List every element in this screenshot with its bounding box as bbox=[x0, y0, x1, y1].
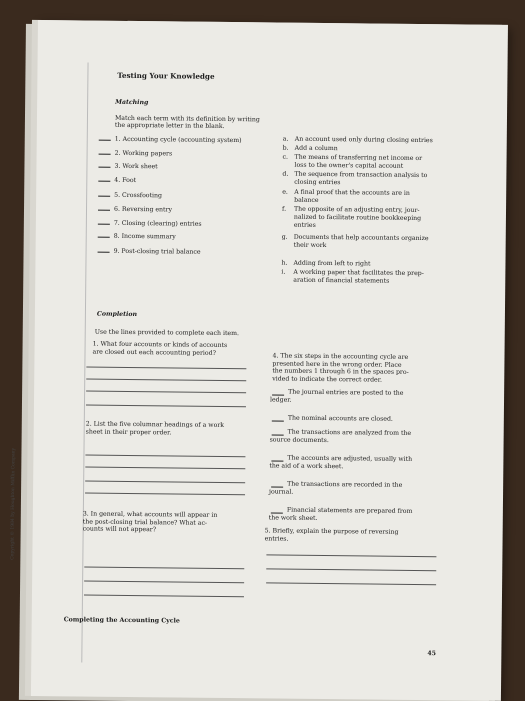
answer-blank[interactable] bbox=[98, 181, 110, 182]
definition-text: A final proof that the accounts are in bbox=[294, 188, 410, 197]
answer-line[interactable] bbox=[84, 567, 244, 570]
matching-term-row bbox=[98, 192, 162, 200]
answer-line[interactable] bbox=[85, 467, 245, 470]
matching-term-row bbox=[98, 233, 176, 241]
matching-term-row bbox=[99, 150, 173, 158]
step-order-blank[interactable] bbox=[272, 394, 284, 395]
step-text: journal. bbox=[269, 488, 294, 496]
answer-line[interactable] bbox=[86, 367, 246, 370]
copyright-side-text: Copyright © 1984 by Houghton Mifflin Company bbox=[10, 447, 17, 560]
definition-text: The opposite of an adjusting entry, jour- bbox=[293, 205, 420, 215]
question-text: 1. What four accounts or kinds of accounts bbox=[92, 340, 228, 349]
definition-letter: d. bbox=[282, 170, 289, 178]
step-order-blank[interactable] bbox=[272, 420, 284, 421]
definition-text: An account used only during closing entries bbox=[294, 135, 433, 145]
matching-term-row bbox=[98, 206, 172, 214]
definition-text: closing entries bbox=[294, 178, 341, 186]
answer-blank[interactable] bbox=[99, 140, 111, 141]
definition-text: nalized to facilitate routine bookkeeping bbox=[293, 213, 422, 222]
answer-lines bbox=[38, 20, 508, 25]
definition-letter: f. bbox=[281, 205, 287, 213]
step-text: The transactions are recorded in the bbox=[271, 480, 402, 489]
question-text: 5. Briefly, explain the purpose of reversing bbox=[264, 527, 399, 536]
question-text: entries. bbox=[264, 534, 289, 543]
matching-term-label: 4. Foot bbox=[114, 176, 137, 185]
step-text: Financial statements are prepared from bbox=[271, 506, 413, 515]
answer-line[interactable] bbox=[85, 455, 245, 458]
question-text: counts will not appear? bbox=[82, 525, 157, 534]
footer-title: Completing the Accounting Cycle bbox=[63, 616, 180, 625]
answer-line[interactable] bbox=[85, 481, 245, 484]
answer-line[interactable] bbox=[266, 554, 436, 557]
definition-text: aration of financial statements bbox=[293, 276, 390, 285]
answer-line[interactable] bbox=[266, 568, 436, 571]
matching-instruction-2: the appropriate letter in the blank. bbox=[114, 121, 225, 130]
matching-term-row bbox=[99, 136, 242, 145]
definition-letter: i. bbox=[281, 268, 286, 276]
answer-blank[interactable] bbox=[98, 167, 110, 168]
step-order-blank[interactable] bbox=[271, 512, 283, 513]
definition-text: their work bbox=[293, 241, 327, 249]
definition-text: Add a column bbox=[294, 144, 338, 153]
answer-blank[interactable] bbox=[98, 252, 110, 253]
definition-text: Documents that help accountants organize bbox=[293, 233, 429, 243]
page-heading: Testing Your Knowledge bbox=[117, 70, 215, 81]
step-order-blank[interactable] bbox=[271, 486, 283, 487]
answer-line[interactable] bbox=[85, 493, 245, 496]
matching-term-label: 1. Accounting cycle (accounting system) bbox=[114, 135, 242, 145]
answer-blank[interactable] bbox=[98, 224, 110, 225]
definition-text: balance bbox=[294, 196, 319, 204]
step-text: The nominal accounts are closed. bbox=[272, 414, 393, 423]
answer-line[interactable] bbox=[266, 582, 436, 585]
definition-text: loss to the owner's capital account bbox=[294, 161, 404, 170]
answer-blank[interactable] bbox=[98, 210, 110, 211]
matching-term-label: 8. Income summary bbox=[113, 232, 176, 241]
step-text: the aid of a work sheet. bbox=[269, 462, 344, 470]
matching-instruction-1: Match each term with its definition by writing bbox=[114, 114, 260, 124]
completion-instruction: Use the lines provided to complete each item. bbox=[94, 328, 239, 338]
matching-term-row bbox=[98, 177, 136, 185]
completion-title: Completion bbox=[96, 310, 138, 319]
step-text: ledger. bbox=[270, 396, 292, 404]
definition-letter: b. bbox=[282, 144, 289, 152]
step-text: The transactions are analyzed from the bbox=[272, 428, 411, 437]
question-text: sheet in their proper order. bbox=[85, 428, 172, 437]
question-text: the numbers 1 through 6 in the spaces pro- bbox=[272, 367, 409, 377]
matching-term-label: 5. Crossfooting bbox=[114, 191, 162, 200]
question-text: the post-closing trial balance? What ac- bbox=[82, 518, 208, 527]
definition-text: entries bbox=[293, 221, 316, 229]
document-page bbox=[10, 20, 508, 701]
question-text: presented here in the wrong order. Place bbox=[272, 360, 402, 369]
answer-line[interactable] bbox=[86, 391, 246, 394]
matching-term-label: 6. Reversing entry bbox=[113, 205, 173, 214]
margin-rule bbox=[81, 63, 88, 663]
matching-term-label: 3. Work sheet bbox=[114, 162, 158, 171]
definition-letter: g. bbox=[281, 233, 288, 241]
question-text: are closed out each accounting period? bbox=[92, 348, 216, 357]
definition-text: The means of transferring net income or bbox=[294, 153, 423, 163]
step-order-blank[interactable] bbox=[272, 434, 284, 435]
answer-blank[interactable] bbox=[98, 196, 110, 197]
definition-letter: e. bbox=[282, 188, 288, 196]
definition-letter: h. bbox=[281, 259, 288, 267]
matching-term-label: 2. Working papers bbox=[114, 149, 173, 158]
matching-term-label: 7. Closing (clearing) entries bbox=[113, 219, 202, 228]
definition-letter: a. bbox=[282, 135, 289, 143]
answer-line[interactable] bbox=[86, 379, 246, 382]
step-text: the work sheet. bbox=[268, 514, 318, 522]
answer-line[interactable] bbox=[84, 595, 244, 598]
matching-term-label: 9. Post-closing trial balance bbox=[113, 247, 201, 256]
definition-letter: c. bbox=[282, 153, 289, 161]
definition-text: Adding from left to right bbox=[293, 259, 371, 268]
step-order-blank[interactable] bbox=[271, 460, 283, 461]
question-text: vided to indicate the correct order. bbox=[272, 375, 383, 384]
step-text: source documents. bbox=[269, 436, 329, 444]
matching-term-row bbox=[98, 220, 202, 229]
page-number: 45 bbox=[427, 650, 437, 658]
question-text: 3. In general, what accounts will appear in bbox=[82, 510, 218, 519]
matching-term-row bbox=[98, 163, 157, 171]
answer-line[interactable] bbox=[86, 405, 246, 408]
step-text: The journal entries are posted to the bbox=[272, 388, 403, 397]
question-text: 2. List the five columnar headings of a work bbox=[85, 420, 225, 429]
matching-title: Matching bbox=[115, 98, 149, 107]
question-text: 4. The six steps in the accounting cycle are bbox=[272, 352, 409, 361]
step-text: The accounts are adjusted, usually with bbox=[271, 454, 412, 463]
answer-blank[interactable] bbox=[99, 154, 111, 155]
answer-blank[interactable] bbox=[98, 237, 110, 238]
answer-line[interactable] bbox=[84, 581, 244, 584]
definition-text: A working paper that facilitates the prep- bbox=[293, 268, 424, 278]
definition-text: The sequence from transaction analysis to bbox=[294, 170, 428, 180]
matching-term-row bbox=[98, 248, 201, 257]
